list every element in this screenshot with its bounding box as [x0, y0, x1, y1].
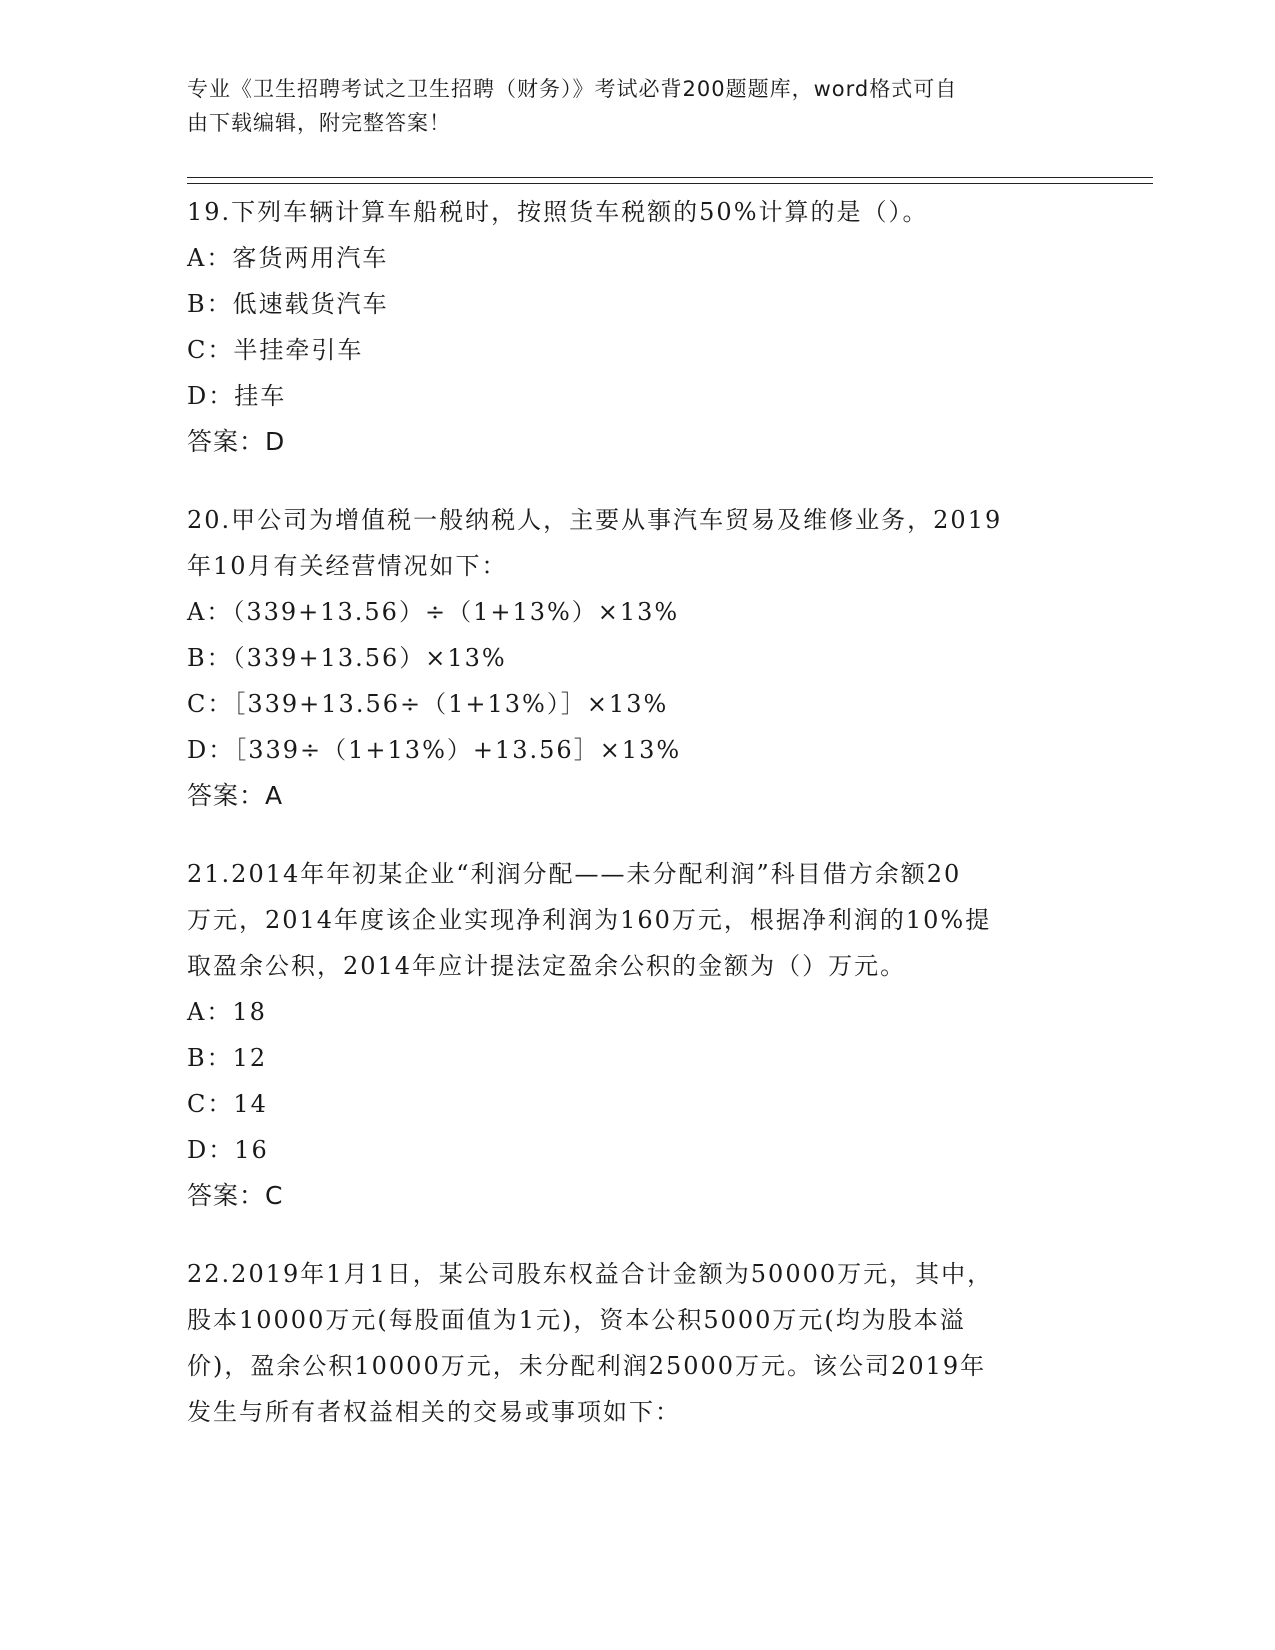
question-stem: 股本10000万元(每股面值为1元)，资本公积5000万元(均为股本溢 — [187, 1306, 966, 1334]
answer-text: 答案：D — [187, 427, 286, 456]
option-c: C：半挂牵引车 — [187, 336, 364, 364]
question-list — [187, 189, 1087, 1467]
header-divider-top — [187, 177, 1153, 178]
option-d: D：挂车 — [187, 382, 287, 410]
header-divider-bottom — [187, 183, 1153, 184]
question-20 — [187, 497, 1087, 819]
question-stem: 发生与所有者权益相关的交易或事项如下： — [187, 1398, 681, 1426]
question-stem: 19.下列车辆计算车船税时，按照货车税额的50%计算的是（）。 — [187, 198, 929, 226]
question-stem: 万元，2014年度该企业实现净利润为160万元，根据净利润的10%提 — [187, 906, 992, 934]
question-21 — [187, 851, 1087, 1219]
question-22 — [187, 1251, 1087, 1435]
option-a: A：18 — [187, 998, 267, 1026]
option-c: C：［339+13.56÷（1+13%）］×13% — [187, 690, 669, 718]
question-stem: 20.甲公司为增值税一般纳税人，主要从事汽车贸易及维修业务，2019 — [187, 506, 1003, 534]
question-stem: 22.2019年1月1日，某公司股东权益合计金额为50000万元，其中， — [187, 1260, 994, 1288]
header-text-line-2: 由下载编辑，附完整答案！ — [187, 111, 451, 135]
option-a: A：（339+13.56）÷（1+13%）×13% — [187, 598, 680, 626]
question-19 — [187, 189, 1087, 465]
question-stem: 取盈余公积，2014年应计提法定盈余公积的金额为（）万元。 — [187, 952, 907, 980]
answer-text: 答案：A — [187, 781, 284, 810]
question-stem: 年10月有关经营情况如下： — [187, 552, 508, 580]
option-d: D：16 — [187, 1136, 269, 1164]
option-b: B：（339+13.56）×13% — [187, 644, 507, 672]
option-d: D：［339÷（1+13%）+13.56］×13% — [187, 736, 682, 764]
question-stem: 21.2014年年初某企业“利润分配——未分配利润”科目借方余额20 — [187, 860, 962, 888]
option-b: B：低速载货汽车 — [187, 290, 389, 318]
option-c: C：14 — [187, 1090, 268, 1118]
option-b: B：12 — [187, 1044, 268, 1072]
answer-text: 答案：C — [187, 1181, 284, 1210]
header-text-line-1: 专业《卫生招聘考试之卫生招聘（财务）》考试必背200题题库，word格式可自 — [187, 77, 958, 101]
question-stem: 价)，盈余公积10000万元，未分配利润25000万元。该公司2019年 — [187, 1352, 987, 1380]
option-a: A：客货两用汽车 — [187, 244, 389, 272]
page-header — [187, 72, 1067, 140]
